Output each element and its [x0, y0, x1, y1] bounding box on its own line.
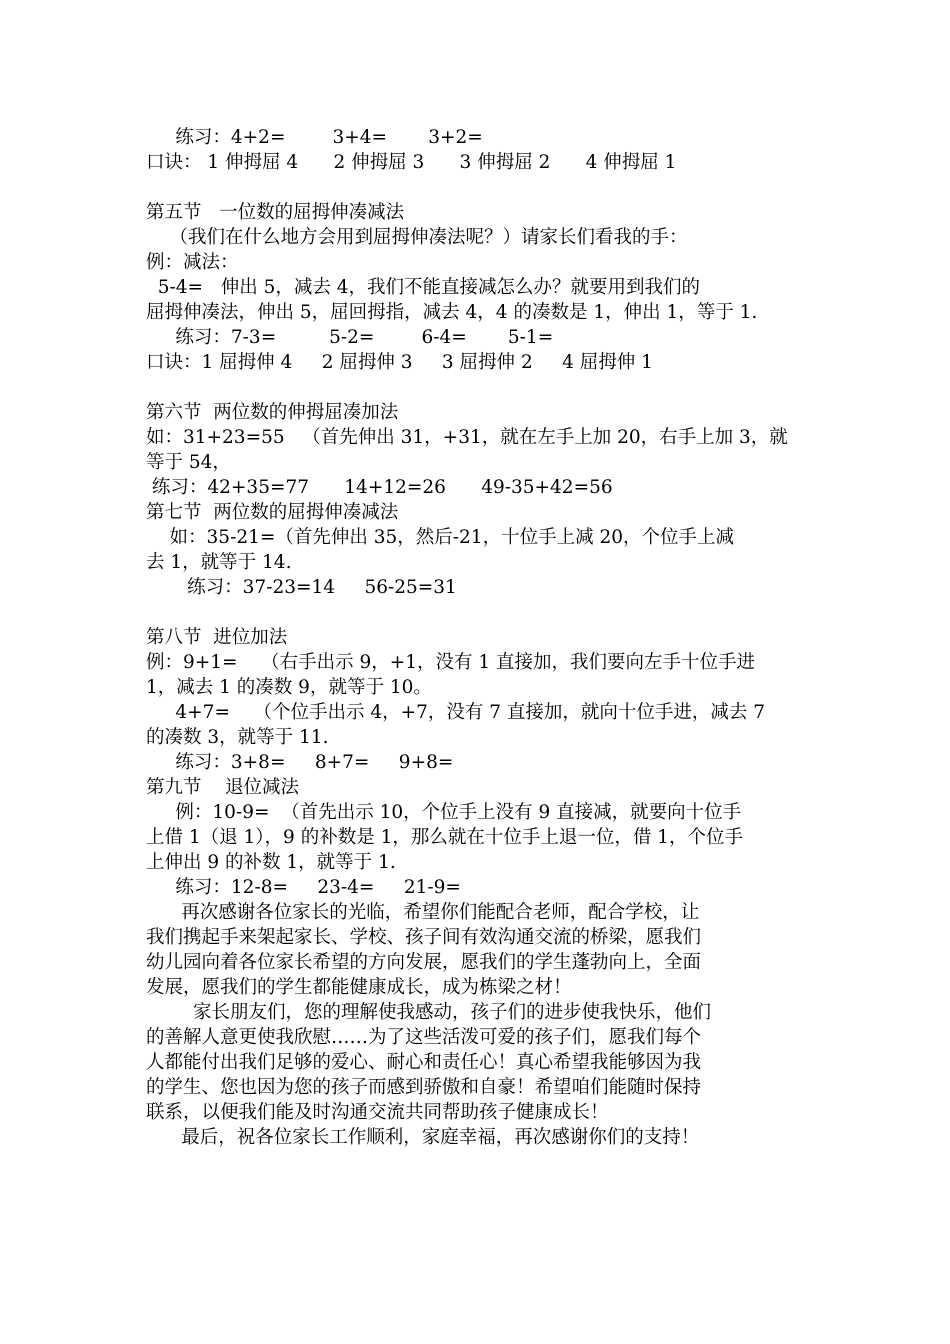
section-heading: 第五节 一位数的屈拇伸凑减法 — [146, 202, 405, 223]
text-line: 的凑数 3，就等于 11. — [146, 727, 329, 748]
text-line: 上借 1（退 1），9 的补数是 1，那么就在十位手上退一位，借 1，个位手 — [146, 827, 744, 848]
mnemonic-line: 口诀：1 屈拇伸 4 2 屈拇伸 3 3 屈拇伸 2 4 屈拇伸 1 — [146, 352, 653, 373]
practice-line: 练习：4+2= 3+4= 3+2= — [146, 127, 483, 148]
text-line: 上伸出 9 的补数 1，就等于 1. — [146, 852, 396, 873]
section-heading: 第六节 两位数的伸拇屈凑加法 — [146, 402, 399, 423]
text-line: （我们在什么地方会用到屈拇伸凑法呢？）请家长们看我的手： — [146, 227, 688, 248]
section-heading: 第九节 退位减法 — [146, 777, 300, 798]
text-line: 4+7= （个位手出示 4，+7，没有 7 直接加，就向十位手进，减去 7 — [146, 702, 766, 723]
text-line: 去 1，就等于 14. — [146, 552, 292, 573]
closing-paragraph-line: 家长朋友们，您的理解使我感动，孩子们的进步使我快乐，他们 — [146, 1002, 712, 1023]
mnemonic-line: 口诀： 1 伸拇屈 4 2 伸拇屈 3 3 伸拇屈 2 4 伸拇屈 1 — [146, 152, 677, 173]
practice-line: 练习：12-8= 23-4= 21-9= — [146, 877, 461, 898]
closing-paragraph-line: 我们携起手来架起家长、学校、孩子间有效沟通交流的桥梁，愿我们 — [146, 927, 702, 948]
practice-line: 练习：3+8= 8+7= 9+8= — [146, 752, 454, 773]
text-line: 等于 54， — [146, 452, 231, 473]
text-line: 例：9+1= （右手出示 9，+1，没有 1 直接加，我们要向左手十位手进 — [146, 652, 756, 673]
closing-paragraph-line: 最后，祝各位家长工作顺利，家庭幸福，再次感谢你们的支持！ — [146, 1127, 700, 1148]
text-line: 1，减去 1 的凑数 9，就等于 10。 — [146, 677, 432, 698]
closing-paragraph-line: 再次感谢各位家长的光临，希望你们能配合老师，配合学校，让 — [146, 902, 700, 923]
text-line: 例：减法： — [146, 252, 239, 273]
practice-line: 练习：37-23=14 56-25=31 — [146, 577, 457, 598]
closing-paragraph-line: 的善解人意更使我欣慰……为了这些活泼可爱的孩子们，愿我们每个 — [146, 1027, 702, 1048]
practice-line: 练习：42+35=77 14+12=26 49-35+42=56 — [146, 477, 613, 498]
text-line: 屈拇伸凑法，伸出 5，屈回拇指，减去 4，4 的凑数是 1，伸出 1，等于 1. — [146, 302, 758, 323]
text-line: 如：31+23=55 （首先伸出 31，+31，就在左手上加 20，右手上加 3，就 — [146, 427, 788, 448]
text-line: 如：35-21=（首先伸出 35，然后-21，十位手上减 20，个位手上减 — [146, 527, 734, 548]
text-line: 5-4= 伸出 5，减去 4，我们不能直接减怎么办？就要用到我们的 — [146, 277, 700, 298]
closing-paragraph-line: 的学生、您也因为您的孩子而感到骄傲和自豪！希望咱们能随时保持 — [146, 1077, 702, 1098]
section-heading: 第八节 进位加法 — [146, 627, 288, 648]
closing-paragraph-line: 幼儿园向着各位家长希望的方向发展，愿我们的学生蓬勃向上，全面 — [146, 952, 702, 973]
practice-line: 练习：7-3= 5-2= 6-4= 5-1= — [146, 327, 554, 348]
closing-paragraph-line: 人都能付出我们足够的爱心、耐心和责任心！真心希望我能够因为我 — [146, 1052, 702, 1073]
closing-paragraph-line: 发展，愿我们的学生都能健康成长，成为栋梁之材！ — [146, 977, 572, 998]
closing-paragraph-line: 联系，以便我们能及时沟通交流共同帮助孩子健康成长！ — [146, 1102, 609, 1123]
text-line: 例：10-9= （首先出示 10，个位手上没有 9 直接减，就要向十位手 — [146, 802, 742, 823]
section-heading: 第七节 两位数的屈拇伸凑减法 — [146, 502, 399, 523]
